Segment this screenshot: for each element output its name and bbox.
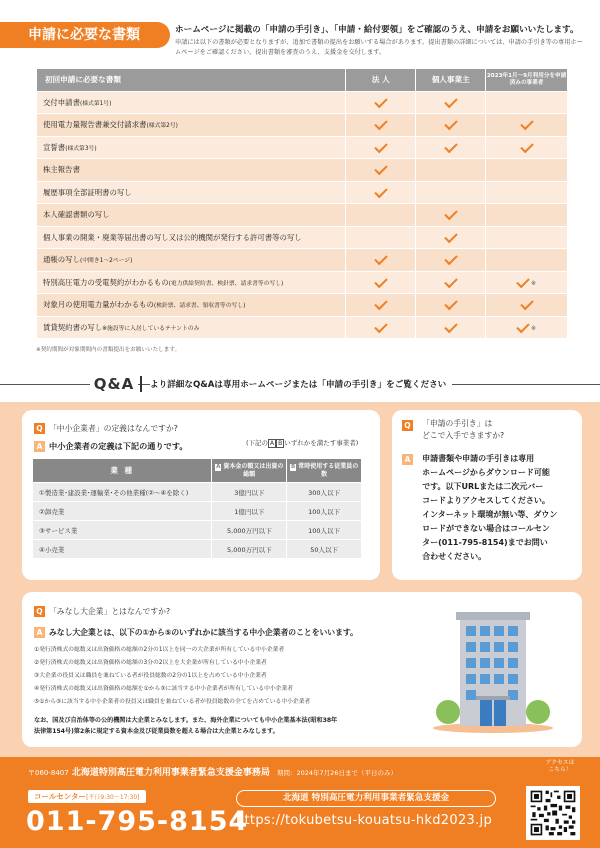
office-address — [28, 765, 397, 778]
mark-a: A — [270, 440, 275, 447]
answer-guide-line: です。以下URLまたは二次元バー — [422, 482, 544, 491]
list-item: ②発行済株式の総数又は出資価格の総額の3分の2以上を大企業が所有している中小企業者 — [34, 660, 267, 666]
answer-deemed-large: みなし大企業とは、以下の①から⑤のいずれかに該当する中小企業者のことをいいます。 — [49, 628, 358, 637]
check-cell — [486, 159, 568, 182]
check-cell — [416, 91, 486, 114]
header-sole-proprietor: 個人事業主 — [416, 69, 486, 92]
answer-guide-line: ホームページからダウンロード可能 — [422, 468, 550, 477]
table-row — [37, 136, 568, 159]
list-item: ①発行済株式の総数又は出資価格の総額の2分の1以上を同一の大企業が所有している中小企業者 — [34, 647, 285, 653]
answer-guide-line: ロードができない場合はコールセン — [422, 524, 550, 533]
check-cell — [346, 114, 416, 137]
document-name: 賃貸契約書の写し※施設等に入居しているテナントのみ — [37, 316, 346, 339]
check-cell — [486, 136, 568, 159]
list-item: ⑤①から③に該当する中小企業者の役員又は職員を兼ねている者が役員総数の全てを占めている中小企業者 — [34, 699, 311, 705]
document-name: 宣誓書(様式第3号) — [37, 136, 346, 159]
question-guide-line2: どこで入手できますか? — [422, 431, 505, 440]
check-icon — [444, 207, 457, 220]
check-icon — [516, 320, 529, 333]
check-icon — [520, 117, 533, 130]
sme-industry: ③サービス業 — [33, 521, 212, 540]
q-mark: Q — [402, 420, 413, 431]
sme-row — [33, 540, 362, 559]
sme-employees: 300人以下 — [287, 483, 362, 502]
answer-guide-line: コードよりアクセスしてください。 — [422, 496, 550, 505]
check-cell — [416, 159, 486, 182]
check-icon — [444, 275, 457, 288]
a-mark: A — [34, 627, 45, 638]
sme-employees: 100人以下 — [287, 502, 362, 521]
check-cell — [346, 249, 416, 272]
intro-main: ホームページに掲載の「申請の手引き」、「申請・給付要領」をご確認のうえ、申請をお願いいたします。 — [175, 25, 579, 35]
qa-separator — [140, 376, 142, 392]
phone-number[interactable]: 011-795-8154 — [26, 806, 249, 837]
check-icon — [374, 117, 387, 130]
sme-employees: 50人以下 — [287, 540, 362, 559]
sme-row — [33, 483, 362, 502]
check-cell — [486, 249, 568, 272]
check-cell — [346, 136, 416, 159]
check-icon — [444, 140, 457, 153]
check-icon — [374, 275, 387, 288]
sme-definition-table — [32, 458, 362, 559]
document-name: 使用電力量報告書兼交付請求書(様式第2号) — [37, 114, 346, 137]
question-sme: 「中小企業者」の定義はなんですか? — [49, 424, 178, 433]
document-name: 個人事業の開業・廃業等届出書の写し又は公的機関が発行する許可書等の写し — [37, 226, 346, 249]
qa-heading: より詳細なQ&Aは専用ホームページまたは「申請の手引き」をご覧ください — [150, 378, 452, 390]
check-cell — [486, 91, 568, 114]
answer-guide-line: ター(011-795-8154)までお問い — [422, 538, 548, 547]
check-cell — [486, 114, 568, 137]
check-icon — [444, 320, 457, 333]
sme-industry: ②卸売業 — [33, 502, 212, 521]
header-already-applied: 2023年1月～9月利用分を申請済みの事業者 — [486, 69, 568, 92]
a-mark: A — [402, 454, 413, 465]
website-url-link[interactable]: https://tokubetsu-kouatsu-hkd2023.jp — [236, 813, 492, 828]
asterisk-note: ※ — [531, 324, 537, 332]
check-cell — [416, 181, 486, 204]
check-cell — [416, 316, 486, 339]
check-cell — [346, 294, 416, 317]
check-cell — [346, 91, 416, 114]
table-row — [37, 204, 568, 227]
list-item: ③大企業の役員又は職員を兼ねている者が役員総数の2分の1以上を占めている中小企業者 — [34, 673, 267, 679]
qa-label: Q&A — [90, 372, 138, 396]
sme-header-industry: 業 種 — [33, 459, 212, 483]
table-row — [37, 226, 568, 249]
access-label: アクセスは こちら！ — [545, 760, 575, 773]
question-deemed-large: 「みなし大企業」とはなんですか? — [49, 607, 171, 616]
table-header-row — [37, 69, 568, 92]
check-cell — [346, 271, 416, 294]
check-cell — [416, 136, 486, 159]
postal-code: 〒060-8407 — [28, 769, 69, 777]
sme-industry: ①製造業･建設業･運輸業･その他業種(②～④を除く) — [33, 483, 212, 502]
document-name: 本人確認書類の写し — [37, 204, 346, 227]
required-documents-table — [36, 68, 568, 339]
table-row — [37, 91, 568, 114]
answer-guide-line: 合わせください。 — [422, 552, 487, 561]
check-cell — [416, 249, 486, 272]
check-cell — [346, 181, 416, 204]
check-icon — [374, 140, 387, 153]
qr-code-icon[interactable] — [526, 786, 580, 840]
check-icon — [374, 297, 387, 310]
sme-industry: ④小売業 — [33, 540, 212, 559]
mark-b: B — [278, 440, 283, 447]
document-name: 交付申請書(様式第1号) — [37, 91, 346, 114]
answer-sme: 中小企業者の定義は下記の通りです。 — [49, 441, 188, 451]
answer-guide — [422, 452, 557, 564]
check-cell — [486, 271, 568, 294]
check-cell — [346, 226, 416, 249]
check-cell — [346, 316, 416, 339]
check-icon — [444, 252, 457, 265]
list-item: ④発行済株式の総数又は出資価格の総額を①から③に該当する中小企業者が所有している中小企業者 — [34, 686, 294, 692]
asterisk-note: ※ — [531, 279, 537, 287]
sme-employees: 100人以下 — [287, 521, 362, 540]
document-name: 対象月の使用電力量がわかるもの(検針票、請求書、領収書等の写し) — [37, 294, 346, 317]
answer-guide-line: 申請書類や申請の手引きは専用 — [422, 454, 535, 463]
table-row — [37, 294, 568, 317]
check-icon — [374, 162, 387, 175]
document-name: 履歴事項全部証明書の写し — [37, 181, 346, 204]
header-documents: 初回申請に必要な書類 — [37, 69, 346, 92]
a-mark: A — [34, 441, 45, 452]
document-name: 特別高圧電力の受電契約がわかるもの(電力供給契約書、検針票、請求書等の写し) — [37, 271, 346, 294]
check-cell — [486, 204, 568, 227]
table-row — [37, 159, 568, 182]
intro-sub: 申請には以下の書類が必要となりますが、追加で書類の提出をお願いする場合があります。提出書類の詳細については、申請の手引き等の専用ホームページをご確認ください。提出書類を審査のうえ、支援金を交付します。 — [175, 39, 583, 56]
sme-header-capital: A 資本金の額又は出資の総額 — [212, 459, 287, 483]
document-name: 通帳の写し(中開き1～2ページ) — [37, 249, 346, 272]
check-cell — [416, 114, 486, 137]
answer-sme-note: (下記の A B いずれかを満たす事業者) — [246, 439, 359, 447]
sme-capital: 5,000万円以下 — [212, 521, 287, 540]
deemed-large-list — [34, 644, 434, 709]
sme-capital: 3億円以下 — [212, 483, 287, 502]
check-cell — [486, 316, 568, 339]
q-mark: Q — [34, 423, 45, 434]
answer-guide-line: インターネット環境が無い等、ダウン — [422, 510, 558, 519]
closing-note: なお、国及び自治体等の公的機関は大企業とみなします。また、海外企業についても中小企業基本法(昭和38年 法律第154号)第2条に規定する資本金及び従業員数を超える場合は大企業とみなします。 — [34, 717, 338, 735]
q-mark: Q — [34, 606, 45, 617]
check-cell — [416, 294, 486, 317]
check-icon — [444, 117, 457, 130]
check-cell — [346, 204, 416, 227]
call-center-hours: [平日9:30～17:30] — [86, 794, 140, 801]
check-cell — [486, 226, 568, 249]
sme-row — [33, 521, 362, 540]
table-row — [37, 316, 568, 339]
office-name: 北海道特別高圧電力利用事業者緊急支援金事務局 — [71, 768, 270, 778]
sme-capital: 1億円以下 — [212, 502, 287, 521]
check-cell — [416, 226, 486, 249]
table-row — [37, 249, 568, 272]
check-icon — [374, 252, 387, 265]
check-icon — [444, 230, 457, 243]
check-cell — [486, 294, 568, 317]
table-row — [37, 114, 568, 137]
sme-header-employees: B 常時使用する従業員の数 — [287, 459, 362, 483]
check-icon — [374, 185, 387, 198]
check-icon — [444, 297, 457, 310]
sme-row — [33, 502, 362, 521]
check-cell — [346, 159, 416, 182]
period: 期間：2024年7月26日まで（平日のみ） — [277, 769, 397, 777]
table-row — [37, 181, 568, 204]
call-center-label: コールセンター[平日9:30～17:30] — [28, 790, 146, 803]
section-title: 申請に必要な書類 — [0, 22, 170, 48]
document-name: 株主報告書 — [37, 159, 346, 182]
header-corporation: 法 人 — [346, 69, 416, 92]
check-icon — [516, 275, 529, 288]
check-cell — [486, 181, 568, 204]
question-guide-line1: 「申請の手引き」は — [422, 419, 493, 428]
check-icon — [374, 95, 387, 108]
sme-capital: 5,000万円以下 — [212, 540, 287, 559]
sme-header-row — [33, 459, 362, 483]
check-icon — [374, 320, 387, 333]
table-row — [37, 271, 568, 294]
site-name: 北海道 特別高圧電力利用事業者緊急支援金 — [236, 790, 496, 807]
check-icon — [520, 140, 533, 153]
check-icon — [520, 297, 533, 310]
check-cell — [416, 271, 486, 294]
check-cell — [416, 204, 486, 227]
check-icon — [444, 95, 457, 108]
table-footnote: ※契約期間が対象期間内の書類提出をお願いいたします。 — [36, 347, 181, 353]
building-illustration — [430, 612, 556, 734]
